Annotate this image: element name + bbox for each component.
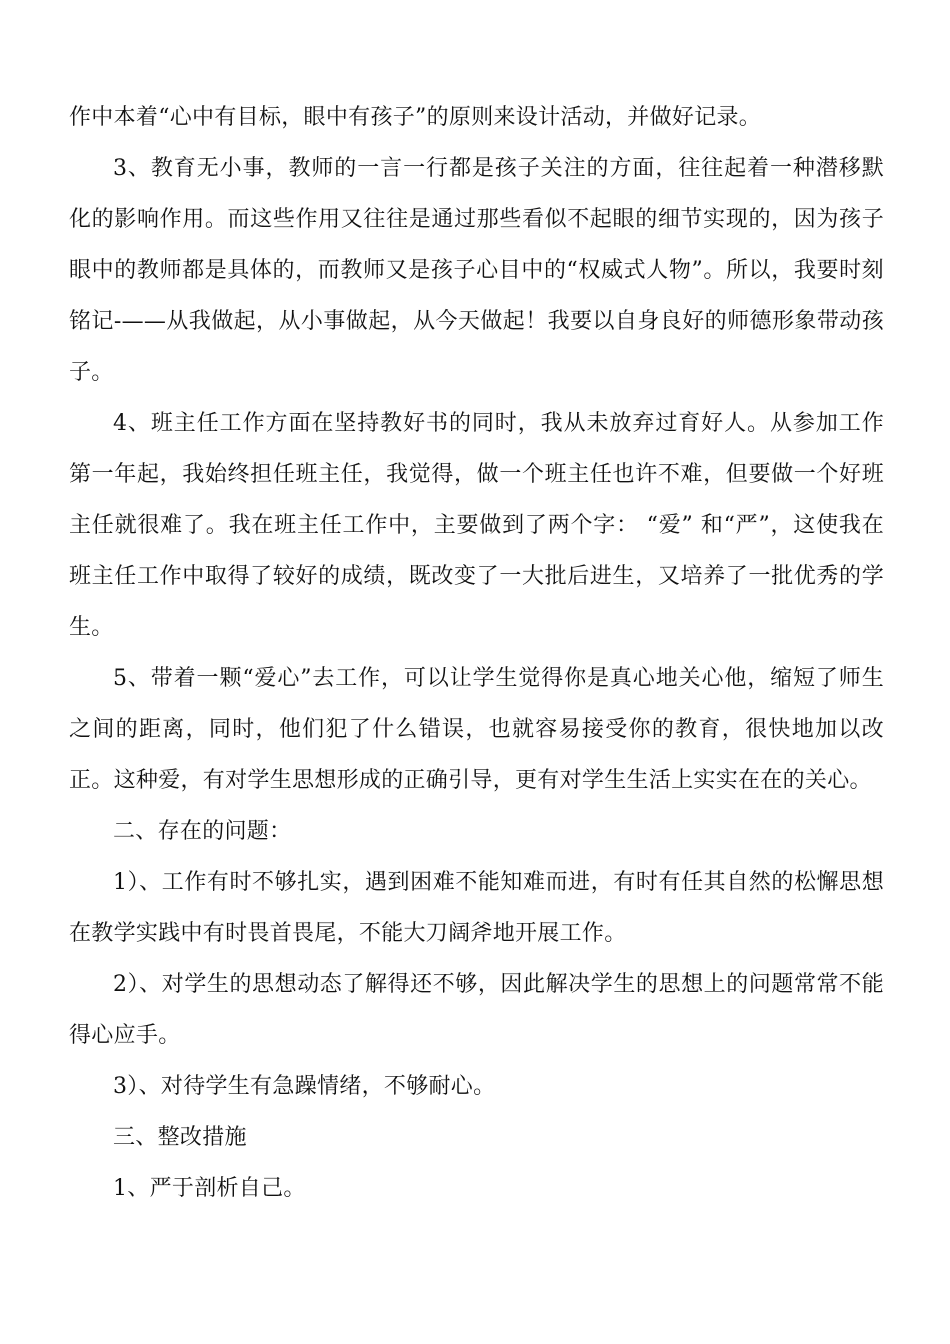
document-body — [69, 92, 884, 1214]
paragraph-item-3: 3、教育无小事，教师的一言一行都是孩子关注的方面，往往起着一种潜移默化的影响作用。而这些作用又往往是通过那些看似不起眼的细节实现的，因为孩子眼中的教师都是具体的，而教师又是孩子心目中的“权威式人物”。所以，我要时刻铭记-——从我做起，从小事做起，从今天做起！我要以自身良好的师德形象带动孩子。 — [69, 156, 884, 385]
section-heading-problems: 二、存在的问题： — [113, 819, 292, 844]
paragraph-item-5: 5、带着一颗“爱心”去工作，可以让学生觉得你是真心地关心他，缩短了师生之间的距离，同时，他们犯了什么错误，也就容易接受你的教育，很快地加以改正。这种爱，有对学生思想形成的正确引导，更有对学生生活上实实在在的关心。 — [69, 666, 884, 793]
problem-item-1: 1）、工作有时不够扎实，遇到困难不能知难而进，有时有任其自然的松懈思想在教学实践中有时畏首畏尾，不能大刀阔斧地开展工作。 — [69, 870, 884, 946]
paragraph-item-4: 4、班主任工作方面在坚持教好书的同时，我从未放弃过育好人。从参加工作第一年起，我始终担任班主任，我觉得，做一个班主任也许不难，但要做一个好班主任就很难了。我在班主任工作中，主要做到了两个字： “爱” 和“严”，这使我在班主任工作中取得了较好的成绩，既改变了一大批后进生，又培养了一批优秀的学生。 — [69, 411, 884, 640]
section-heading-measures: 三、整改措施 — [113, 1125, 247, 1150]
problem-item-3: 3）、对待学生有急躁情绪，不够耐心。 — [113, 1074, 496, 1099]
paragraph-continuation: 作中本着“心中有目标，眼中有孩子”的原则来设计活动，并做好记录。 — [69, 105, 762, 130]
problem-item-2: 2）、对学生的思想动态了解得还不够，因此解决学生的思想上的问题常常不能得心应手。 — [69, 972, 884, 1048]
measure-item-1: 1、严于剖析自己。 — [113, 1176, 306, 1201]
